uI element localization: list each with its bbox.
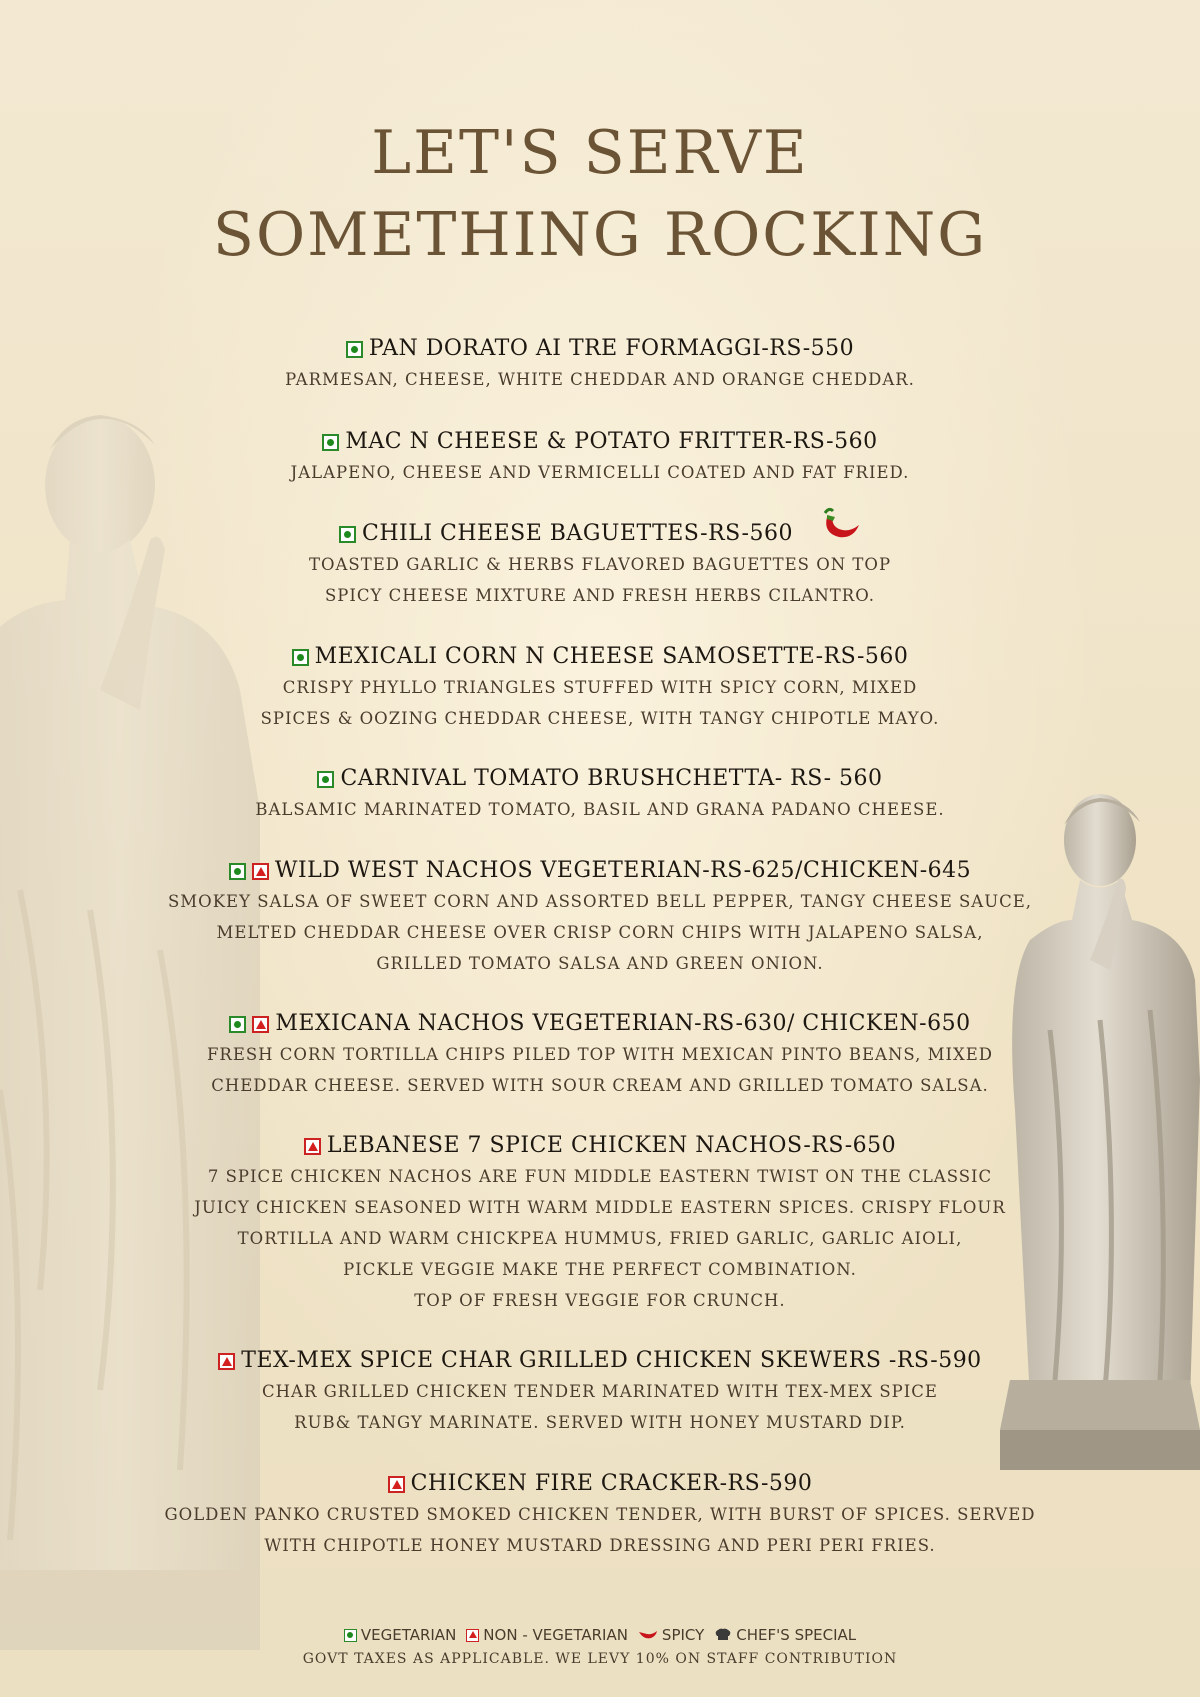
- menu-item-desc: MELTED CHEDDAR CHEESE OVER CRISP CORN CHIPS WITH JALAPENO SALSA,: [216, 923, 984, 942]
- veg-icon: [229, 863, 246, 880]
- menu-item-name-row: [322, 427, 877, 457]
- menu-item: [130, 1346, 1070, 1438]
- menu-item-name: TEX-MEX SPICE CHAR GRILLED CHICKEN SKEWERS -RS-590: [241, 1348, 982, 1373]
- legend-chef-label: CHEF'S SPECIAL: [736, 1626, 857, 1644]
- menu-item-name: CHICKEN FIRE CRACKER-RS-590: [410, 1471, 813, 1496]
- menu-item: [130, 1131, 1070, 1316]
- nonveg-icon: [252, 1016, 269, 1033]
- menu-item-name: PAN DORATO AI TRE FORMAGGI-RS-550: [368, 336, 855, 361]
- menu-item-name: MAC N CHEESE & POTATO FRITTER-RS-560: [345, 429, 878, 454]
- veg-icon: [322, 434, 339, 451]
- legend-veg-label: VEGETARIAN: [360, 1626, 457, 1644]
- menu-item: [130, 1009, 1070, 1101]
- chili-pepper-icon: [638, 1629, 658, 1641]
- menu-item-desc: CHAR GRILLED CHICKEN TENDER MARINATED WITH TEX-MEX SPICE: [262, 1382, 938, 1401]
- menu-item-desc: CHEDDAR CHEESE. SERVED WITH SOUR CREAM AND GRILLED TOMATO SALSA.: [211, 1076, 989, 1095]
- menu-item-desc: CRISPY PHYLLO TRIANGLES STUFFED WITH SPICY CORN, MIXED: [282, 678, 918, 697]
- nonveg-icon: [304, 1138, 321, 1155]
- menu-item-desc: SMOKEY SALSA OF SWEET CORN AND ASSORTED BELL PEPPER, TANGY CHEESE SAUCE,: [167, 892, 1033, 911]
- menu-item: [130, 856, 1070, 979]
- menu-item-name: CARNIVAL TOMATO BRUSHCHETTA- RS- 560: [340, 766, 883, 791]
- menu-item: [130, 427, 1070, 488]
- tax-note: GOVT TAXES AS APPLICABLE. WE LEVY 10% ON STAFF CONTRIBUTION: [302, 1651, 898, 1667]
- menu-item-name-row: [346, 334, 854, 364]
- nonveg-icon: [466, 1629, 479, 1642]
- menu-item-desc: FRESH CORN TORTILLA CHIPS PILED TOP WITH MEXICAN PINTO BEANS, MIXED: [206, 1045, 994, 1064]
- nonveg-icon: [388, 1476, 405, 1493]
- menu-item-name-row: [218, 1346, 981, 1376]
- legend-spicy-label: SPICY: [661, 1626, 705, 1644]
- menu-item-name: MEXICALI CORN N CHEESE SAMOSETTE-RS-560: [314, 644, 909, 669]
- menu-item-name-row: [229, 856, 971, 886]
- veg-icon: [344, 1629, 357, 1642]
- menu-item-desc: TORTILLA AND WARM CHICKPEA HUMMUS, FRIED GARLIC, GARLIC AIOLI,: [237, 1229, 963, 1248]
- veg-icon: [346, 341, 363, 358]
- legend-nonveg-label: NON - VEGETARIAN: [483, 1626, 628, 1644]
- menu-item-name-row: [304, 1131, 896, 1161]
- menu-item-desc: PARMESAN, CHEESE, WHITE CHEDDAR AND ORANGE CHEDDAR.: [285, 370, 915, 389]
- menu-item: [130, 764, 1070, 825]
- menu-item-desc: WITH CHIPOTLE HONEY MUSTARD DRESSING AND PERI PERI FRIES.: [264, 1536, 936, 1555]
- menu-item-desc: JUICY CHICKEN SEASONED WITH WARM MIDDLE EASTERN SPICES. CRISPY FLOUR: [194, 1198, 1006, 1217]
- chili-pepper-icon: [803, 507, 861, 547]
- menu-item-name-row: [317, 764, 882, 794]
- menu-item-name-row: [339, 519, 861, 549]
- menu-item-name: WILD WEST NACHOS VEGETERIAN-RS-625/CHICKEN-645: [274, 858, 972, 883]
- legend-chef: [714, 1626, 856, 1644]
- page-title-line-1: LET'S SERVE: [371, 118, 809, 188]
- veg-icon: [339, 526, 356, 543]
- menu-item-name-row: [388, 1469, 813, 1499]
- menu-item-desc: SPICY CHEESE MIXTURE AND FRESH HERBS CILANTRO.: [324, 586, 876, 605]
- legend: [0, 1626, 1200, 1644]
- menu-item-desc: JALAPENO, CHEESE AND VERMICELLI COATED AND FAT FRIED.: [290, 463, 910, 482]
- menu-item-desc: BALSAMIC MARINATED TOMATO, BASIL AND GRANA PADANO CHEESE.: [255, 800, 945, 819]
- menu-item-desc: 7 SPICE CHICKEN NACHOS ARE FUN MIDDLE EASTERN TWIST ON THE CLASSIC: [207, 1167, 993, 1186]
- menu-item-desc: TOASTED GARLIC & HERBS FLAVORED BAGUETTES ON TOP: [308, 555, 892, 574]
- menu-item-name-row: [229, 1009, 970, 1039]
- menu-item-name: CHILI CHEESE BAGUETTES-RS-560: [362, 521, 793, 546]
- legend-spicy: [638, 1626, 704, 1644]
- menu-item: [130, 334, 1070, 395]
- menu-item-desc: SPICES & OOZING CHEDDAR CHEESE, WITH TANGY CHIPOTLE MAYO.: [260, 709, 940, 728]
- legend-nonveg: [466, 1626, 628, 1644]
- chef-hat-icon: [714, 1628, 732, 1642]
- menu-item-desc: GOLDEN PANKO CRUSTED SMOKED CHICKEN TENDER, WITH BURST OF SPICES. SERVED: [164, 1505, 1036, 1524]
- veg-icon: [317, 771, 334, 788]
- menu-item: [130, 519, 1070, 611]
- menu-item-desc: PICKLE VEGGIE MAKE THE PERFECT COMBINATION.: [343, 1260, 857, 1279]
- menu-item-name-row: [292, 642, 909, 672]
- nonveg-icon: [252, 863, 269, 880]
- menu-item-desc: RUB& TANGY MARINATE. SERVED WITH HONEY MUSTARD DIP.: [294, 1413, 906, 1432]
- page-title-line-2: SOMETHING ROCKING: [212, 200, 988, 270]
- menu-item: [130, 642, 1070, 734]
- veg-icon: [229, 1016, 246, 1033]
- veg-icon: [292, 649, 309, 666]
- menu-item: [130, 1469, 1070, 1561]
- nonveg-icon: [218, 1353, 235, 1370]
- menu-item-name: LEBANESE 7 SPICE CHICKEN NACHOS-RS-650: [326, 1133, 897, 1158]
- legend-veg: [344, 1626, 456, 1644]
- menu-item-name: MEXICANA NACHOS VEGETERIAN-RS-630/ CHICKEN-650: [275, 1011, 971, 1036]
- menu-item-desc: TOP OF FRESH VEGGIE FOR CRUNCH.: [414, 1291, 786, 1310]
- menu-item-desc: GRILLED TOMATO SALSA AND GREEN ONION.: [376, 954, 824, 973]
